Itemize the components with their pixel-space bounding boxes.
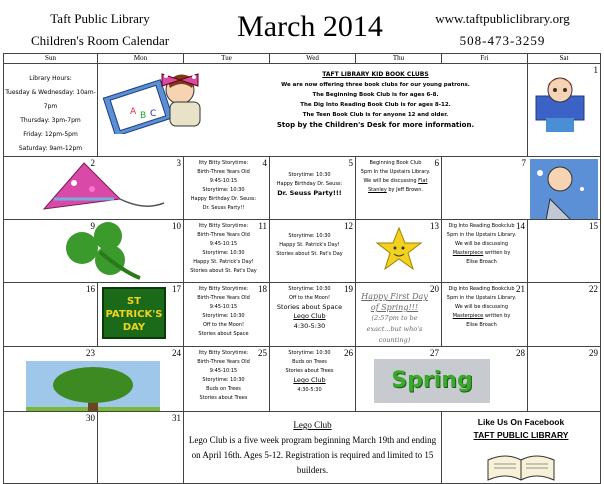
lego-club-ad bbox=[184, 412, 441, 478]
svg-text:C: C bbox=[150, 109, 157, 119]
event-line: Dr. Seuss Party!! bbox=[202, 205, 245, 211]
day-cell bbox=[4, 157, 184, 220]
event-line: Off to the Moon! bbox=[203, 322, 244, 328]
event-wed-26 bbox=[270, 347, 355, 395]
day-number: 25 bbox=[258, 348, 267, 358]
event-line: Elise Broach bbox=[466, 322, 497, 328]
day-number: 2 bbox=[90, 158, 95, 168]
day-cell bbox=[528, 220, 601, 283]
boy-reading-book-illustration bbox=[534, 72, 586, 134]
smiling-star-illustration bbox=[376, 226, 422, 272]
event-line: 5pm in the Upstairs Library. bbox=[446, 232, 517, 238]
event-line: We will be discussing bbox=[454, 241, 509, 247]
day-cell bbox=[442, 157, 601, 220]
event-line: Storytime: 10:30 bbox=[202, 377, 245, 383]
week-row-6 bbox=[4, 412, 601, 484]
day-number: 26 bbox=[344, 348, 353, 358]
header-left bbox=[0, 8, 200, 52]
event-line: Storytime: 10:30 bbox=[202, 250, 245, 256]
month-title: March 2014 bbox=[237, 10, 383, 43]
day-number: 30 bbox=[86, 413, 95, 423]
event-line: Stories about Trees bbox=[285, 368, 334, 374]
event-line: Itty Bitty Storytime: bbox=[198, 160, 249, 166]
rocket-boy-illustration bbox=[530, 159, 598, 220]
event-line: Stories about St. Pat's Day bbox=[276, 251, 343, 257]
event-line: Dig Into Reading Bookclub bbox=[448, 223, 515, 229]
book-title: Flat Stanley bbox=[368, 178, 428, 193]
event-line: Storytime: 10:30 bbox=[288, 172, 331, 178]
day-number: 1 bbox=[593, 65, 598, 75]
event-line: Birth-Three Years Old bbox=[197, 169, 250, 175]
event-line: We will be discussing bbox=[363, 178, 419, 184]
cat-in-the-hat-hat-illustration bbox=[34, 159, 174, 217]
hours-line: Tuesday & Wednesday: 10am-7pm bbox=[5, 89, 96, 110]
day-number: 19 bbox=[344, 284, 353, 294]
weekday-sun: Sun bbox=[4, 54, 98, 64]
day-number: 11 bbox=[258, 221, 267, 231]
event-wed-5 bbox=[270, 157, 355, 199]
day-cell bbox=[4, 283, 98, 347]
event-line: We will be discussing bbox=[454, 304, 509, 310]
event-line: Storytime: 10:30 bbox=[202, 187, 245, 193]
event-line: Birth-Three Years Old bbox=[197, 295, 250, 301]
tree-landscape-illustration bbox=[26, 361, 160, 412]
day-number: 27 bbox=[430, 348, 439, 358]
weekday-wed: Wed bbox=[270, 54, 356, 64]
lego-club-label: Lego Club bbox=[293, 312, 326, 320]
event-line: Happy St. Patrick's Day! bbox=[193, 259, 254, 265]
weekday-fri: Fri bbox=[442, 54, 528, 64]
event-tue-18 bbox=[184, 283, 269, 339]
website-link[interactable]: www.taftpubliclibrary.org bbox=[435, 11, 570, 26]
event-line: Happy First Day of Spring!!! bbox=[361, 292, 428, 312]
weekday-tue: Tue bbox=[184, 54, 270, 64]
day-cell bbox=[270, 347, 356, 412]
event-line: Happy St. Patrick's Day! bbox=[279, 242, 340, 248]
day-cell bbox=[356, 283, 442, 347]
book-clubs-cell bbox=[98, 64, 528, 157]
st-patricks-day-banner bbox=[102, 287, 166, 339]
day-cell bbox=[184, 157, 270, 220]
event-line: Dig Into Reading Bookclub bbox=[448, 286, 515, 292]
day-cell bbox=[4, 220, 184, 283]
event-tue-4 bbox=[184, 157, 269, 213]
shamrock-illustration bbox=[44, 222, 154, 280]
day-cell bbox=[184, 347, 270, 412]
book-clubs-line: We are now offering three book clubs for our young patrons. bbox=[281, 82, 470, 88]
spring-text: Spring bbox=[391, 368, 473, 393]
day-number: 29 bbox=[589, 348, 598, 358]
event-line: 4:30-5:30 bbox=[297, 387, 322, 393]
day-number: 20 bbox=[430, 284, 439, 294]
event-fri-14 bbox=[442, 220, 527, 267]
day-number: 14 bbox=[516, 221, 525, 231]
day-number: 13 bbox=[430, 221, 439, 231]
book-clubs-line: The Beginning Book Club is for ages 6-8. bbox=[312, 92, 439, 98]
day-cell bbox=[270, 283, 356, 347]
event-line: Stories about Trees bbox=[199, 395, 248, 401]
day-cell bbox=[528, 347, 601, 412]
header-right bbox=[405, 8, 600, 52]
event-line: 9:45-10:15 bbox=[209, 304, 238, 310]
event-line: 9:45-10:15 bbox=[209, 368, 238, 374]
lego-club-ad-body: Lego Club is a five week program beginning March 19th and ending on April 16th. Ages 5-12. Registration is required and limited to 15 builders. bbox=[188, 435, 437, 475]
spring-graphic bbox=[374, 359, 490, 403]
day-number: 22 bbox=[589, 284, 598, 294]
event-line: Itty Bitty Storytime: bbox=[198, 286, 249, 292]
facebook-promo[interactable] bbox=[442, 412, 600, 442]
event-line: Buds on Trees bbox=[206, 386, 241, 392]
library-hours bbox=[4, 64, 97, 156]
day-cell bbox=[528, 283, 601, 347]
event-line: Stories about St. Pat's Day bbox=[190, 268, 257, 274]
day-cell bbox=[184, 220, 270, 283]
event-line: Stories about Space bbox=[198, 331, 249, 337]
day-cell bbox=[184, 283, 270, 347]
week-row-2 bbox=[4, 157, 601, 220]
event-line: 5pm In the Upstairs Library. bbox=[360, 169, 431, 175]
event-line: 9:45-10:15 bbox=[209, 178, 238, 184]
day-cell bbox=[4, 347, 184, 412]
event-fri-21 bbox=[442, 283, 527, 330]
day-number: 16 bbox=[86, 284, 95, 294]
event-line: Happy Birthday Dr. Seuss: bbox=[276, 181, 343, 187]
event-line: Storytime: 10:30 bbox=[288, 350, 331, 356]
phone-number: 508-473-3259 bbox=[459, 33, 546, 48]
day-number: 6 bbox=[434, 158, 439, 168]
day-number: 31 bbox=[172, 413, 181, 423]
event-line: Stories about Space bbox=[276, 303, 343, 311]
event-tue-11 bbox=[184, 220, 269, 276]
svg-text:B: B bbox=[140, 111, 147, 121]
book-clubs-line: The Dig Into Reading Book Club is for ages 8-12. bbox=[300, 102, 451, 108]
library-name: Taft Public Library bbox=[50, 11, 150, 26]
book-clubs-line: The Teen Book Club is for anyone 12 and older. bbox=[302, 112, 449, 118]
calendar-name: Children's Room Calendar bbox=[30, 33, 170, 48]
hours-line: Saturday: 9am-12pm bbox=[18, 145, 83, 152]
library-hours-cell bbox=[4, 64, 98, 157]
day-cell bbox=[270, 220, 356, 283]
weekday-thu: Thu bbox=[356, 54, 442, 64]
day-cell bbox=[356, 347, 528, 412]
event-line: Dr. Seuss Party!!! bbox=[277, 189, 342, 197]
event-line: Itty Bitty Storytime: bbox=[198, 350, 249, 356]
day-number: 18 bbox=[258, 284, 267, 294]
day-number: 12 bbox=[344, 221, 353, 231]
facebook-line-2: TAFT PUBLIC LIBRARY bbox=[473, 430, 569, 440]
day-number: 9 bbox=[90, 221, 95, 231]
day-cell bbox=[98, 412, 184, 484]
event-thu-20 bbox=[356, 283, 441, 346]
event-line: Storytime: 10:30 bbox=[288, 286, 331, 292]
day-cell bbox=[442, 220, 528, 283]
hours-line: Thursday: 3pm-7pm bbox=[20, 117, 81, 124]
event-line: 9:45-10:15 bbox=[209, 241, 238, 247]
event-line: Birth-Three Years Old bbox=[197, 232, 250, 238]
event-wed-12 bbox=[270, 220, 355, 259]
day-number: 28 bbox=[516, 348, 525, 358]
day-cell bbox=[442, 283, 528, 347]
facebook-cell bbox=[442, 412, 601, 484]
event-line: by Jeff Brown. bbox=[386, 187, 423, 193]
day-number: 7 bbox=[521, 158, 526, 168]
svg-text:A: A bbox=[130, 107, 137, 117]
open-book-illustration bbox=[486, 450, 556, 482]
hours-line: Friday: 12pm-5pm bbox=[23, 131, 78, 138]
lego-club-ad-title: Lego Club bbox=[293, 420, 332, 430]
day-number: 17 bbox=[172, 284, 181, 294]
event-line: Buds on Trees bbox=[292, 359, 327, 365]
week-row-4 bbox=[4, 283, 601, 347]
event-line: Happy Birthday Dr. Seuss: bbox=[190, 196, 257, 202]
day-number: 3 bbox=[176, 158, 181, 168]
week-row-5 bbox=[4, 347, 601, 412]
book-title: Masterpiece bbox=[452, 313, 484, 319]
event-line: Off to the Moon! bbox=[289, 295, 330, 301]
event-line: Birth-Three Years Old bbox=[197, 359, 250, 365]
event-line: Storytime: 10:30 bbox=[288, 233, 331, 239]
book-title: Masterpiece bbox=[452, 250, 484, 256]
day-cell bbox=[528, 64, 601, 157]
hours-title: Library Hours: bbox=[29, 75, 72, 82]
event-line: written by bbox=[483, 250, 511, 256]
day-number: 15 bbox=[589, 221, 598, 231]
day-number: 5 bbox=[348, 158, 353, 168]
event-line: Elise Broach bbox=[466, 259, 497, 265]
day-number: 4 bbox=[262, 158, 267, 168]
event-line: 5pm in the Upstairs Library. bbox=[446, 295, 517, 301]
book-clubs-stop-note: Stop by the Children's Desk for more information. bbox=[276, 121, 475, 129]
calendar-grid bbox=[3, 53, 601, 484]
week-row-3 bbox=[4, 220, 601, 283]
event-line: written by bbox=[483, 313, 511, 319]
day-cell bbox=[356, 220, 442, 283]
event-wed-19 bbox=[270, 283, 355, 331]
day-number: 24 bbox=[172, 348, 181, 358]
day-cell bbox=[270, 157, 356, 220]
lego-club-ad-cell bbox=[184, 412, 442, 484]
weekday-header-row bbox=[4, 54, 601, 64]
weekday-sat: Sat bbox=[528, 54, 601, 64]
lego-club-label: Lego Club bbox=[293, 376, 326, 384]
week-row-1 bbox=[4, 64, 601, 157]
weekday-mon: Mon bbox=[98, 54, 184, 64]
facebook-line-1: Like Us On Facebook bbox=[477, 417, 565, 427]
event-line: (2:57pm to be exact...but who's counting) bbox=[366, 314, 423, 344]
event-line: Beginning Book Club bbox=[369, 160, 422, 166]
event-thu-6 bbox=[356, 157, 441, 195]
day-number: 23 bbox=[86, 348, 95, 358]
event-line: 4:30-5:30 bbox=[293, 322, 326, 330]
event-line: Storytime: 10:30 bbox=[202, 313, 245, 319]
day-cell bbox=[4, 412, 98, 484]
book-clubs-announcement bbox=[98, 64, 527, 156]
st-patricks-day-text: ST PATRICK'S DAY bbox=[105, 296, 163, 333]
book-clubs-title: TAFT LIBRARY KID BOOK CLUBS bbox=[322, 71, 429, 78]
day-cell bbox=[356, 157, 442, 220]
day-number: 10 bbox=[172, 221, 181, 231]
event-tue-25 bbox=[184, 347, 269, 403]
day-number: 21 bbox=[516, 284, 525, 294]
event-line: Itty Bitty Storytime: bbox=[198, 223, 249, 229]
day-cell bbox=[98, 283, 184, 347]
